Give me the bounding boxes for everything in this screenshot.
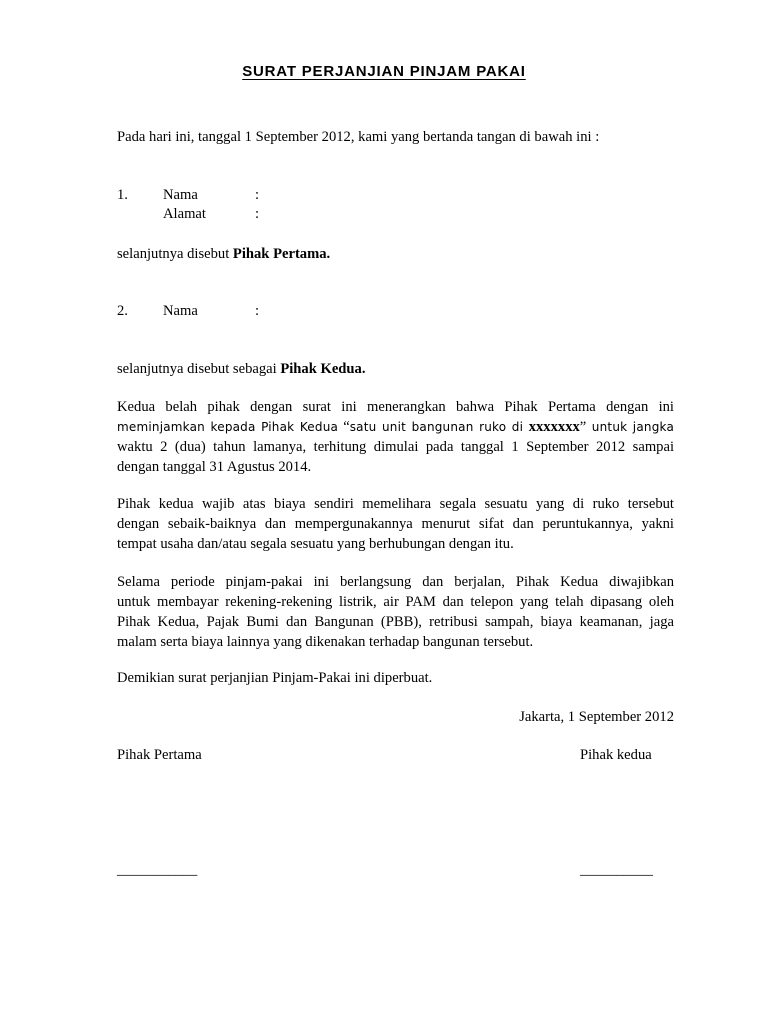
party2-designation-prefix: selanjutnya disebut sebagai: [117, 361, 281, 377]
paragraph-line: malam serta biaya lainnya yang dikenakan terhadap bangunan tersebut.: [117, 634, 534, 650]
paragraph-line: waktu 2 (dua) tahun lamanya, terhitung dimulai pada tanggal 1 September 2012 sampai: [117, 439, 674, 455]
paragraph-segment: meminjamkan kepada Pihak Kedua: [117, 420, 339, 434]
paragraph-line: Kedua belah pihak dengan surat ini menerangkan bahwa Pihak Pertama dengan ini: [117, 399, 674, 415]
paragraph-line: Pihak kedua wajib atas biaya sendiri memelihara segala sesuatu yang di ruko tersebut: [117, 496, 674, 512]
place-date: Jakarta, 1 September 2012: [519, 709, 674, 725]
party2-designation: [117, 359, 365, 379]
party1-designation-prefix: selanjutnya disebut: [117, 246, 233, 262]
paragraph-segment: satu unit bangunan ruko di: [349, 420, 529, 434]
party1-address-colon: :: [255, 206, 260, 222]
paragraph-segment: “: [338, 419, 350, 435]
paragraph-line: dengan sebaik-baiknya dan mempergunakannya menurut sifat dan peruntukannya, yakni: [117, 516, 674, 532]
property-location: xxxxxxx: [528, 419, 580, 435]
paragraph-line: Pihak Kedua, Pajak Bumi dan Bangunan (PBB), retribusi sampah, biaya keamanan, jaga: [117, 614, 674, 630]
document-title-text: SURAT PERJANJIAN PINJAM PAKAI: [242, 63, 526, 80]
intro-line: Pada hari ini, tanggal 1 September 2012, kami yang bertanda tangan di bawah ini :: [117, 129, 600, 145]
paragraph-line: dengan tanggal 31 Agustus 2014.: [117, 459, 312, 475]
party2-designation-name: Pihak Kedua.: [280, 361, 366, 377]
closing-statement: Demikian surat perjanjian Pinjam-Pakai ini diperbuat.: [117, 670, 433, 686]
party2-name-colon: :: [255, 303, 260, 319]
party1-designation: [117, 244, 330, 264]
signature-line-right: __________: [580, 862, 653, 878]
paragraph-utilities: [117, 572, 674, 652]
party1-number: 1.: [117, 187, 128, 203]
paragraph-segment: ”: [579, 419, 587, 435]
paragraph-line: Selama periode pinjam-pakai ini berlangsung dan berjalan, Pihak Kedua diwajibkan: [117, 574, 674, 590]
signature-label-right: Pihak kedua: [580, 747, 652, 763]
party1-designation-name: Pihak Pertama.: [232, 246, 331, 262]
paragraph-line: tempat usaha dan/atau segala sesuatu yang berhubungan dengan itu.: [117, 536, 514, 552]
party1-name-label: Nama: [163, 187, 198, 203]
party2-name-label: Nama: [163, 303, 198, 319]
paragraph-line: [117, 417, 674, 437]
party2-number: 2.: [117, 303, 128, 319]
paragraph-segment: untuk jangka: [586, 420, 675, 434]
signature-line-left: ___________: [117, 862, 198, 878]
paragraph-loan-terms: [117, 397, 674, 477]
paragraph-maintenance: [117, 494, 674, 554]
paragraph-line: untuk membayar rekening-rekening listrik, air PAM dan telepon yang telah dipasang oleh: [117, 594, 674, 610]
document-title: [0, 62, 768, 82]
signature-label-left: Pihak Pertama: [117, 747, 202, 763]
party1-name-colon: :: [255, 187, 260, 203]
party1-address-label: Alamat: [163, 206, 206, 222]
